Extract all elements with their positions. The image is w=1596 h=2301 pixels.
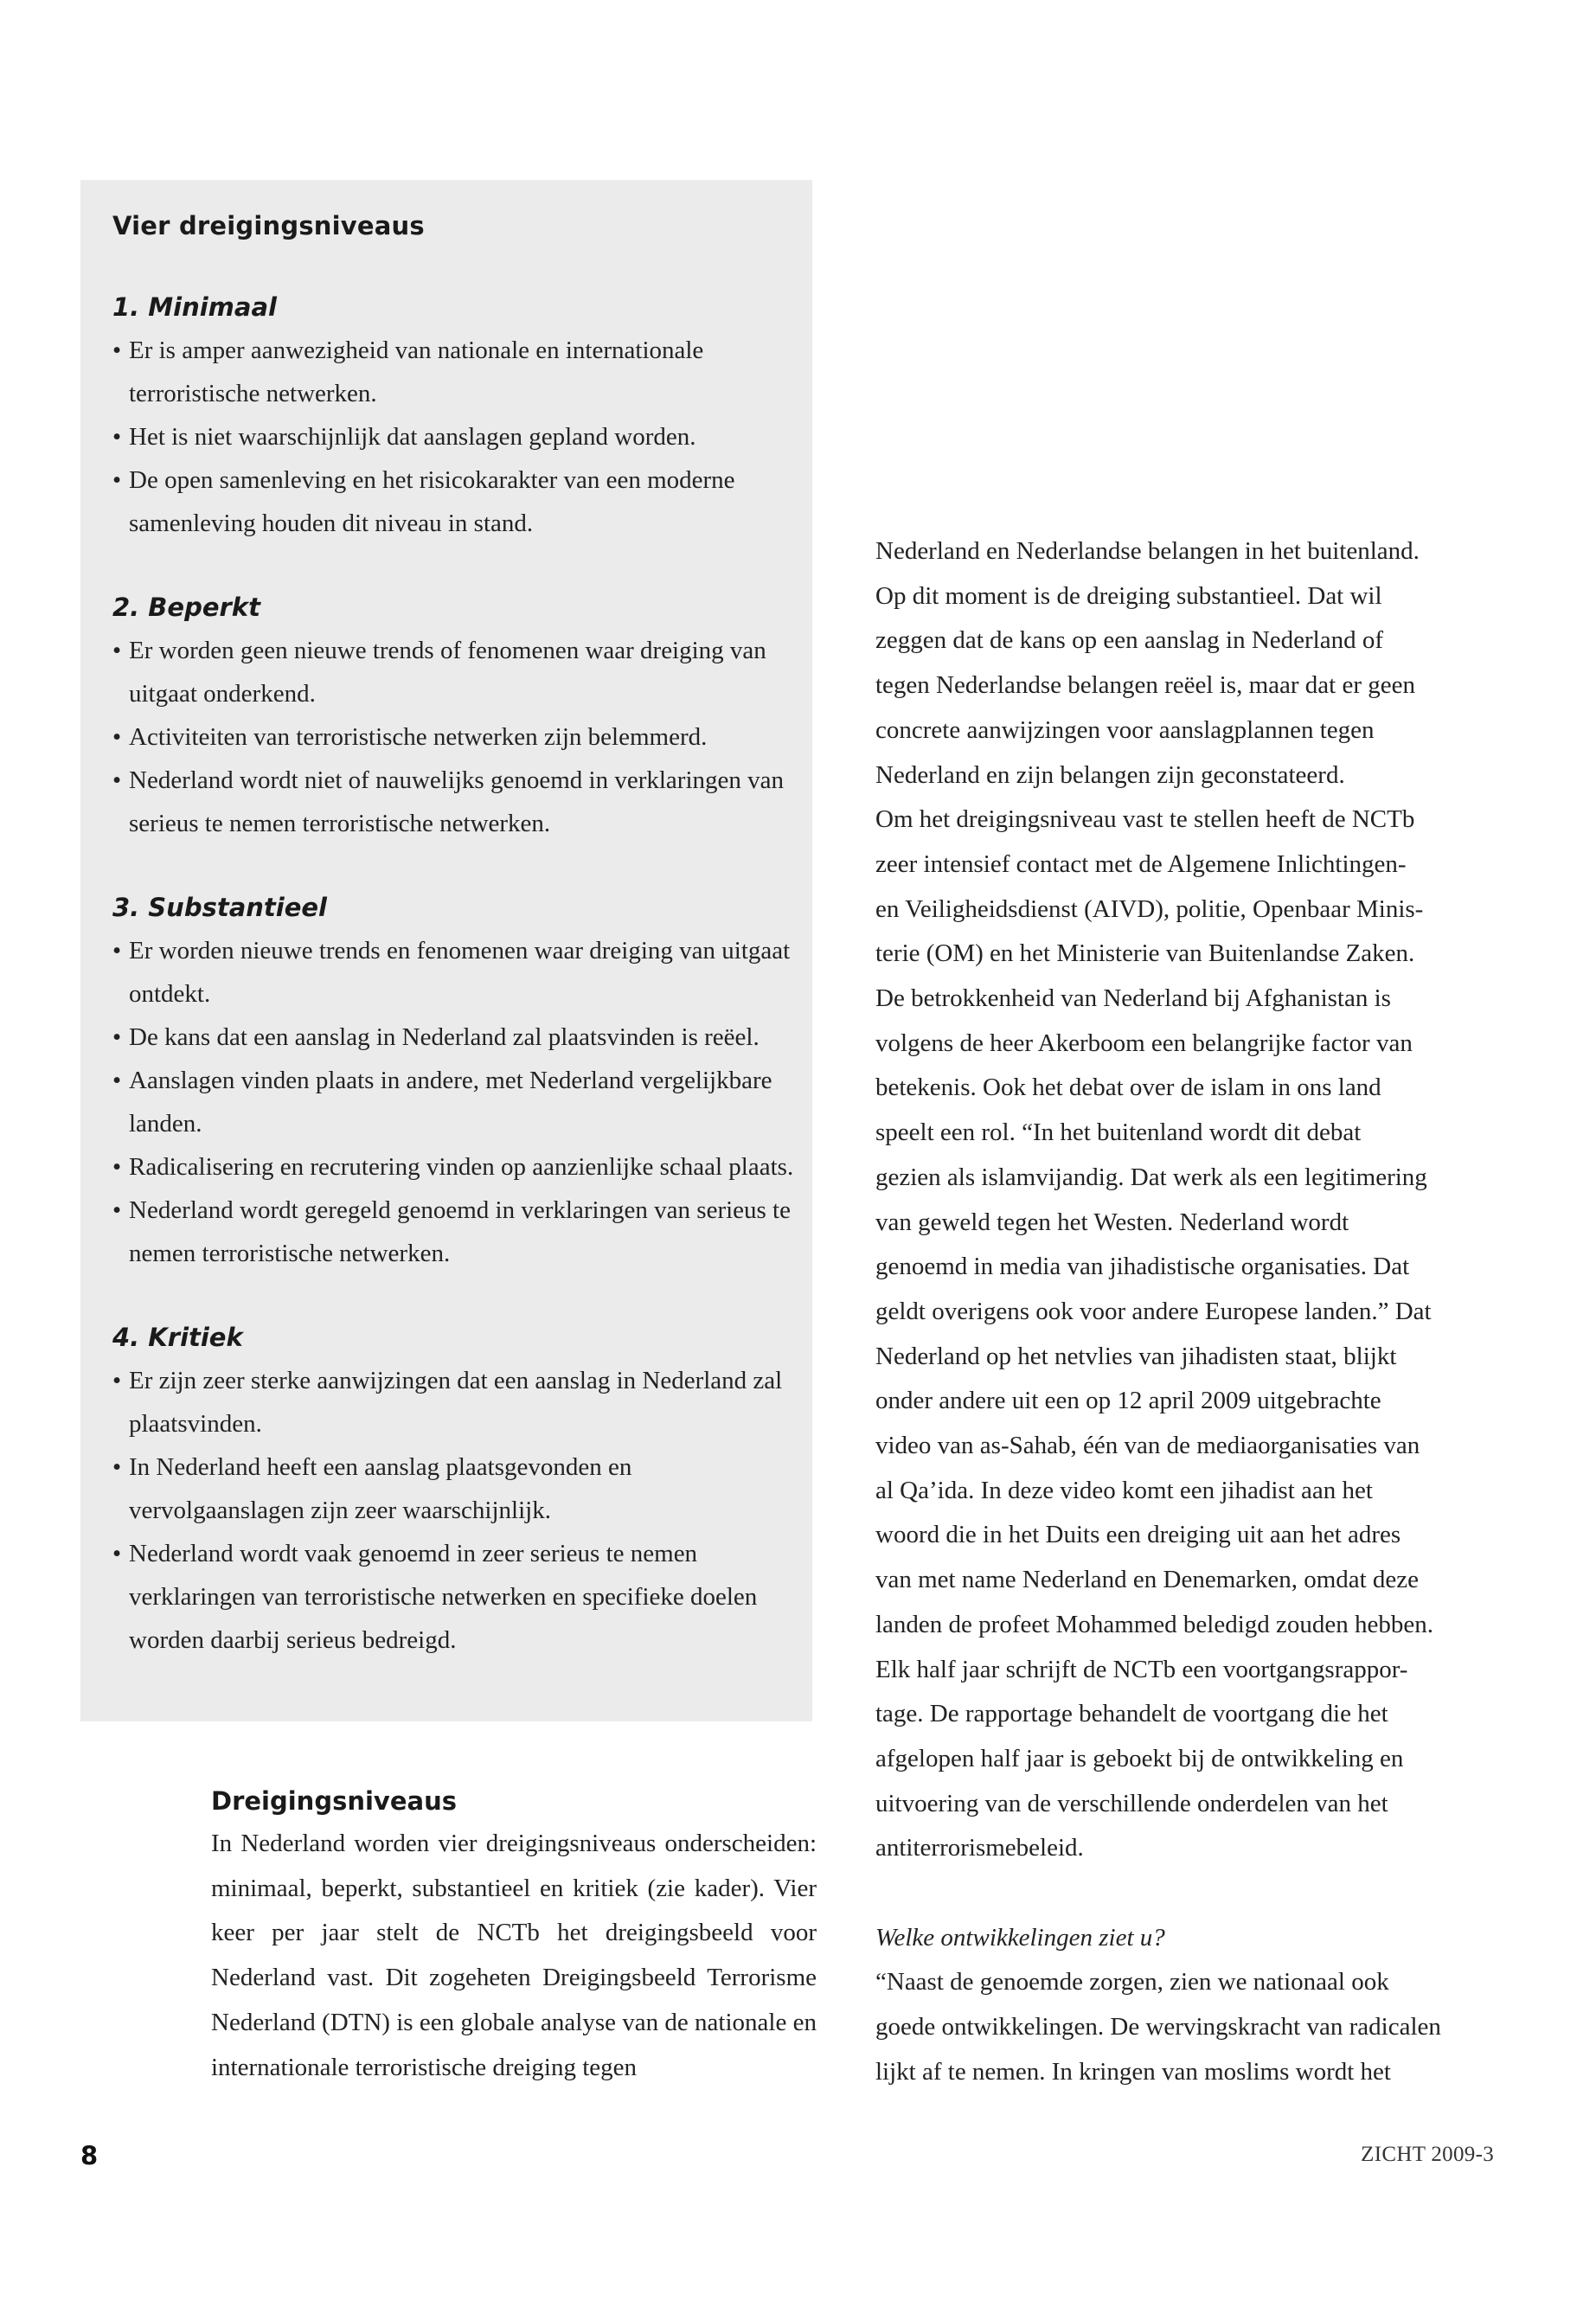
section-dreigingsniveaus — [211, 1782, 817, 2090]
text-line: Nederland en Nederlandse belangen in het buitenland. — [875, 537, 1420, 565]
threat-level-bullets — [112, 629, 796, 845]
threat-level-bullets — [112, 329, 796, 545]
threat-level-bullets — [112, 929, 796, 1275]
text-line: onder andere uit een op 12 april 2009 uitgebrachte — [875, 1387, 1381, 1415]
text-line: uitvoering van de verschillende onderdelen van het — [875, 1789, 1388, 1817]
threat-level-title: 4. Kritiek — [112, 1323, 243, 1352]
bullet-item: • Er worden geen nieuwe trends of fenomenen waar dreiging van uitgaat onderkend. — [112, 629, 796, 715]
text-line: landen de profeet Mohammed beledigd zouden hebben. — [875, 1610, 1434, 1638]
text-line: genoemd in media van jihadistische organisaties. Dat — [875, 1253, 1410, 1281]
bullet-item: • Aanslagen vinden plaats in andere, met Nederland vergelijkbare landen. — [112, 1059, 796, 1145]
text-line: zeggen dat de kans op een aanslag in Nederland of — [875, 626, 1384, 655]
text-line: en Veiligheidsdienst (AIVD), politie, Openbaar Minis- — [875, 894, 1424, 923]
text-line: gezien als islamvijandig. Dat werk als een legitimering — [875, 1163, 1427, 1191]
interview-question: Welke ontwikkelingen ziet u? — [875, 1923, 1165, 1952]
section-title: Dreigingsniveaus — [211, 1786, 457, 1816]
threat-level-4 — [112, 1316, 796, 1662]
text-line: volgens de heer Akerboom een belangrijke factor van — [875, 1029, 1413, 1057]
text-line: afgelopen half jaar is geboekt bij de ontwikkeling en — [875, 1744, 1404, 1772]
text-line: Om het dreigingsniveau vast te stellen heeft de NCTb — [875, 805, 1415, 834]
threat-level-3 — [112, 886, 796, 1275]
right-column-text — [875, 529, 1485, 2095]
threat-level-title: 3. Substantieel — [112, 893, 328, 922]
text-line: Nederland op het netvlies van jihadisten staat, blijkt — [875, 1342, 1397, 1370]
paragraph-gap — [875, 1871, 1485, 1916]
threat-level-2 — [112, 586, 796, 845]
threat-levels-list — [112, 285, 796, 1702]
text-line: van met name Nederland en Denemarken, omdat deze — [875, 1566, 1420, 1594]
journal-issue: ZICHT 2009-3 — [1361, 2143, 1494, 2166]
bullet-item: • Er worden nieuwe trends en fenomenen waar dreiging van uitgaat ontdekt. — [112, 929, 796, 1016]
text-line: speelt een rol. “In het buitenland wordt dit debat — [875, 1118, 1362, 1147]
threat-levels-box — [80, 180, 812, 1721]
box-title: Vier dreigingsniveaus — [112, 211, 425, 240]
text-line: tegen Nederlandse belangen reëel is, maar dat er geen — [875, 671, 1415, 700]
bullet-item: • Activiteiten van terroristische netwerken zijn belemmerd. — [112, 715, 796, 759]
answer-line: “Naast de genoemde zorgen, zien we nationaal ook — [875, 1968, 1389, 1997]
bullet-item: • De kans dat een aanslag in Nederland zal plaatsvinden is reëel. — [112, 1016, 796, 1059]
bullet-item: • Nederland wordt geregeld genoemd in verklaringen van serieus te nemen terroristische netwerken. — [112, 1189, 796, 1275]
bullet-item: • Nederland wordt niet of nauwelijks genoemd in verklaringen van serieus te nemen terroristische netwerken. — [112, 759, 796, 845]
answer-line: lijkt af te nemen. In kringen van moslims wordt het — [875, 2057, 1391, 2086]
text-line: van geweld tegen het Westen. Nederland wordt — [875, 1208, 1349, 1236]
threat-level-bullets — [112, 1359, 796, 1662]
text-line: tage. De rapportage behandelt de voortgang die het — [875, 1700, 1388, 1728]
text-line: Elk half jaar schrijft de NCTb een voortgangsrappor- — [875, 1655, 1408, 1683]
bullet-item: • De open samenleving en het risicokarakter van een moderne samenleving houden dit niveau in stand. — [112, 458, 796, 545]
text-line: terie (OM) en het Ministerie van Buitenlandse Zaken. — [875, 939, 1415, 968]
bullet-item: • Er is amper aanwezigheid van nationale en internationale terroristische netwerken. — [112, 329, 796, 415]
threat-level-1 — [112, 285, 796, 545]
bullet-item: • In Nederland heeft een aanslag plaatsgevonden en vervolgaanslagen zijn zeer waarschijnlijk. — [112, 1445, 796, 1532]
text-line: concrete aanwijzingen voor aanslagplannen tegen — [875, 715, 1375, 744]
answer-line: goede ontwikkelingen. De wervingskracht van radicalen — [875, 2013, 1441, 2041]
text-line: De betrokkenheid van Nederland bij Afghanistan is — [875, 984, 1391, 1013]
text-line: Op dit moment is de dreiging substantieel. Dat wil — [875, 581, 1382, 610]
section-paragraph: In Nederland worden vier dreigingsniveaus onderscheiden: minimaal, beperkt, substantieel en kritiek (zie kader). Vier keer per jaar stelt de NCTb het dreigingsbeeld voor Nederland vast. Dit zogeheten Dreigingsbeeld Terrorisme Nederland (DTN) is een globale analyse van de nationale en internationale terroristische dreiging tegen — [211, 1830, 817, 2081]
threat-level-title: 1. Minimaal — [112, 292, 277, 322]
text-line: Nederland en zijn belangen zijn geconstateerd. — [875, 760, 1345, 789]
text-line: al Qa’ida. In deze video komt een jihadist aan het — [875, 1476, 1373, 1504]
bullet-item: • Radicalisering en recrutering vinden op aanzienlijke schaal plaats. — [112, 1145, 796, 1189]
threat-level-title: 2. Beperkt — [112, 593, 260, 622]
text-line: zeer intensief contact met de Algemene Inlichtingen- — [875, 849, 1407, 878]
text-line: geldt overigens ook voor andere Europese landen.” Dat — [875, 1297, 1432, 1325]
bullet-item: • Nederland wordt vaak genoemd in zeer serieus te nemen verklaringen van terroristische netwerken en specifieke doelen worden daarbij serieus bedreigd. — [112, 1532, 796, 1662]
text-line: betekenis. Ook het debat over de islam in ons land — [875, 1074, 1381, 1102]
text-line: antiterrorismebeleid. — [875, 1834, 1084, 1862]
bullet-item: • Er zijn zeer sterke aanwijzingen dat een aanslag in Nederland zal plaatsvinden. — [112, 1359, 796, 1445]
text-line: woord die in het Duits een dreiging uit aan het adres — [875, 1521, 1401, 1549]
text-line: video van as-Sahab, één van de mediaorganisaties van — [875, 1432, 1420, 1460]
bullet-item: • Het is niet waarschijnlijk dat aanslagen gepland worden. — [112, 415, 796, 458]
page-number: 8 — [80, 2141, 99, 2170]
